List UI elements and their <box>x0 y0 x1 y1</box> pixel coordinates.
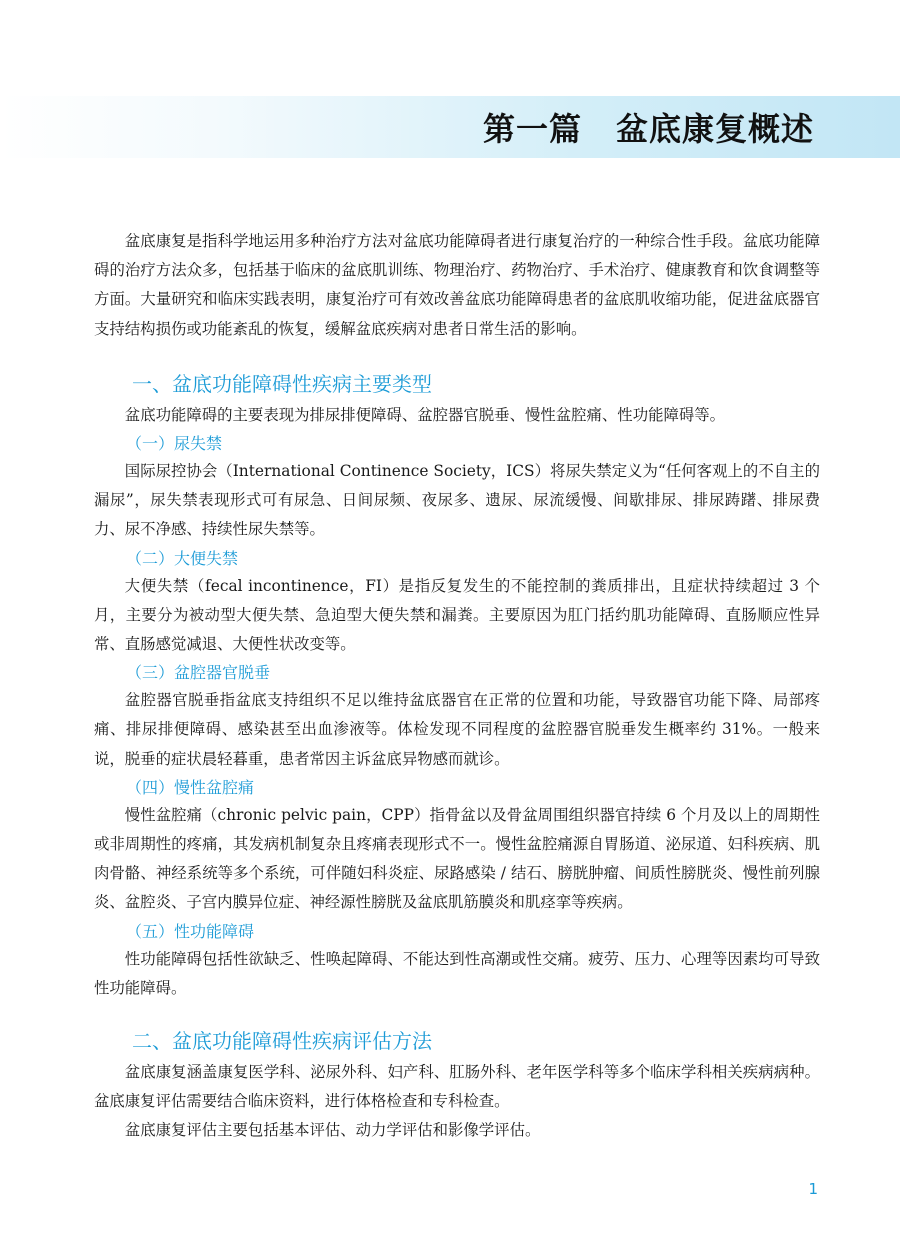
chapter-number: 第一篇 <box>482 110 582 148</box>
subheading-chronic-pelvic-pain: （四）慢性盆腔痛 <box>126 777 255 797</box>
paragraph-chronic-pelvic-pain: 慢性盆腔痛（chronic pelvic pain，CPP）指骨盆以及骨盆周围组织器官持续 6 个月及以上的周期性或非周期性的疼痛，其发病机制复杂且疼痛表现形式不一。慢性盆腔痛源自胃肠道、泌尿道、妇科疾病、肌肉骨骼、神经系统等多个系统，可伴随妇科炎症、尿路感染 / 结石、膀胱肿瘤、间质性膀胱炎、慢性前列腺炎、盆腔炎、子宫内膜异位症、神经源性膀胱及盆底肌筋膜炎和肌痉挛等疾病。 <box>94 805 820 912</box>
subheading-urinary-incontinence: （一）尿失禁 <box>126 434 223 454</box>
subheading-sexual-dysfunction: （五）性功能障碍 <box>126 921 255 941</box>
paragraph-pelvic-organ-prolapse: 盆腔器官脱垂指盆底支持组织不足以维持盆底器官在正常的位置和功能，导致器官功能下降、局部疼痛、排尿排便障碍、感染甚至出血渗液等。体检发现不同程度的盆腔器官脱垂发生概率约 31%。一般来说，脱垂的症状晨轻暮重，患者常因主诉盆底异物感而就诊。 <box>94 691 820 768</box>
section-lead-paragraph: 盆底功能障碍的主要表现为排尿排便障碍、盆腔器官脱垂、慢性盆腔痛、性功能障碍等。 <box>124 405 726 424</box>
subheading-pelvic-organ-prolapse: （三）盆腔器官脱垂 <box>126 663 271 683</box>
page-number: 1 <box>808 1180 818 1198</box>
chapter-name: 盆底康复概述 <box>615 110 814 148</box>
chapter-title <box>483 104 814 150</box>
assessment-paragraph-2: 盆底康复评估主要包括基本评估、动力学评估和影像学评估。 <box>124 1121 541 1140</box>
paragraph-fecal-incontinence: 大便失禁（fecal incontinence，FI）是指反复发生的不能控制的粪质排出，且症状持续超过 3 个月，主要分为被动型大便失禁、急迫型大便失禁和漏粪。主要原因为肛门括约肌功能障碍、直肠顺应性异常、直肠感觉减退、大便性状改变等。 <box>94 576 820 654</box>
subheading-fecal-incontinence: （二）大便失禁 <box>126 548 239 568</box>
assessment-paragraph-1: 盆底康复涵盖康复医学科、泌尿外科、妇产科、肛肠外科、老年医学科等多个临床学科相关疾病病种。盆底康复评估需要结合临床资料，进行体格检查和专科检查。 <box>94 1063 820 1111</box>
section-heading-assessment: 二、盆底功能障碍性疾病评估方法 <box>132 1029 432 1054</box>
paragraph-urinary-incontinence: 国际尿控协会（International Continence Society，ICS）将尿失禁定义为“任何客观上的不自主的漏尿”，尿失禁表现形式可有尿急、日间尿频、夜尿多、遗尿、尿流缓慢、间歇排尿、排尿踌躇、排尿费力、尿不净感、持续性尿失禁等。 <box>94 462 820 539</box>
intro-paragraph: 盆底康复是指科学地运用多种治疗方法对盆底功能障碍者进行康复治疗的一种综合性手段。盆底功能障碍的治疗方法众多，包括基于临床的盆底肌训练、物理治疗、药物治疗、手术治疗、健康教育和饮食调整等方面。大量研究和临床实践表明，康复治疗可有效改善盆底功能障碍患者的盆底肌收缩功能，促进盆底器官支持结构损伤或功能紊乱的恢复，缓解盆底疾病对患者日常生活的影响。 <box>94 232 820 338</box>
section-heading-types: 一、盆底功能障碍性疾病主要类型 <box>132 371 432 396</box>
paragraph-sexual-dysfunction: 性功能障碍包括性欲缺乏、性唤起障碍、不能达到性高潮或性交痛。疲劳、压力、心理等因素均可导致性功能障碍。 <box>94 949 820 997</box>
page-body <box>94 227 820 1146</box>
